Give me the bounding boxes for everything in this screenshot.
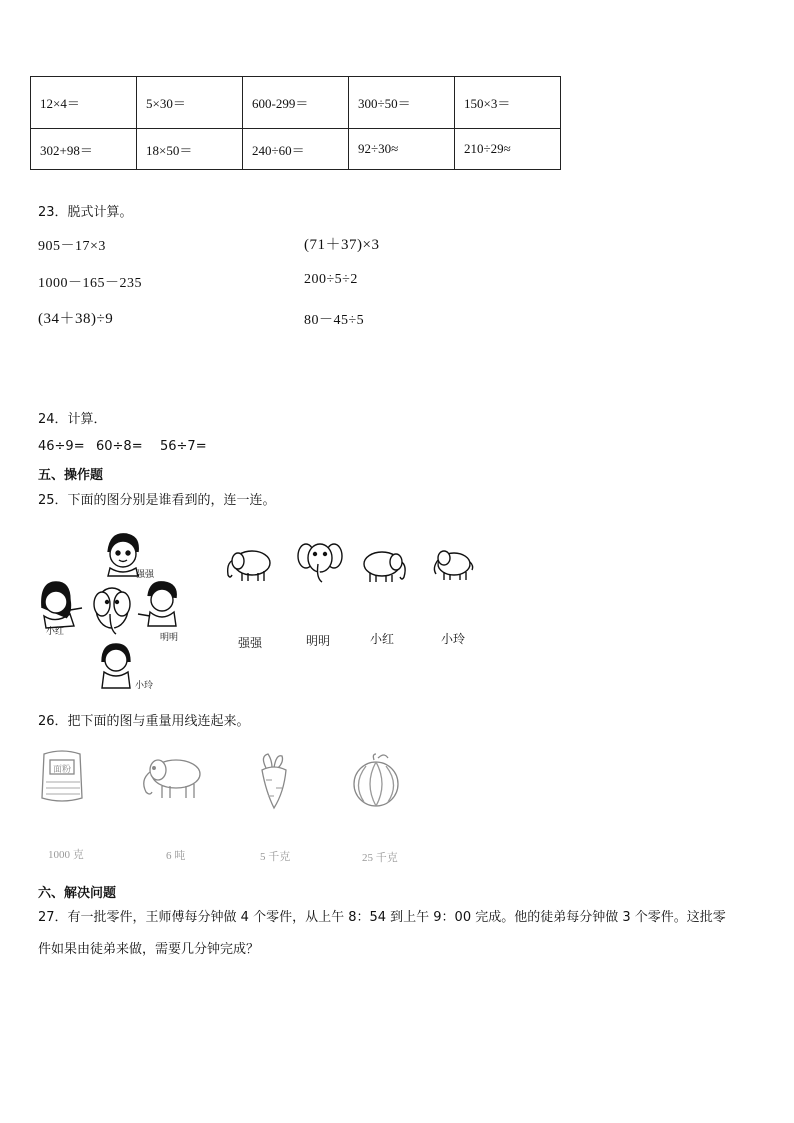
child-icon — [138, 582, 176, 626]
question-26-title: 26．把下面的图与重量用线连起来。 — [38, 714, 250, 729]
question-27-line-1: 27．有一批零件，王师傅每分钟做 4 个零件，从上午 8：54 到上午 9：00 完成。他的徒弟每分钟做 3 个零件。这批零 — [38, 910, 726, 925]
children-viewing-elephant-figure — [40, 530, 200, 695]
watermelon-icon — [350, 752, 402, 808]
weight-label: 6 吨 — [166, 850, 186, 862]
child-icon — [102, 644, 130, 688]
elephant-back-view — [430, 546, 476, 584]
table-cell: 302+98＝ — [31, 129, 137, 170]
elephant-side-view-right — [360, 547, 410, 585]
calculation-table — [30, 76, 561, 170]
elephant-icon — [360, 547, 410, 585]
question-25-title: 25．下面的图分别是谁看到的，连一连。 — [38, 493, 276, 508]
table-cell: 300÷50＝ — [349, 77, 455, 129]
section-5-title: 五、操作题 — [38, 468, 104, 483]
elephant-front-view — [298, 540, 342, 584]
bag-text: 面粉 — [53, 765, 72, 775]
weight-label: 5 千克 — [260, 851, 291, 863]
choice-label: 小红 — [370, 632, 395, 646]
weight-label: 25 千克 — [362, 852, 398, 864]
calc-item: 56÷7= — [160, 439, 207, 454]
choice-label: 小玲 — [441, 632, 466, 646]
child-icon — [108, 534, 138, 576]
expression: 905－17×3 — [38, 239, 106, 254]
table-cell: 150×3＝ — [455, 77, 561, 129]
table-cell: 210÷29≈ — [455, 129, 561, 170]
flour-bag-picture — [40, 748, 84, 804]
flour-bag-icon — [40, 748, 84, 804]
table-cell: 600-299＝ — [243, 77, 349, 129]
table-cell: 18×50＝ — [137, 129, 243, 170]
table-row — [31, 129, 561, 170]
person-label: 小玲 — [135, 681, 154, 691]
table-cell: 240÷60＝ — [243, 129, 349, 170]
elephant-picture — [138, 752, 204, 802]
person-label: 强强 — [136, 570, 155, 580]
choice-label: 强强 — [238, 636, 263, 650]
child-icon — [42, 582, 82, 628]
elephant-icon — [222, 545, 274, 585]
table-cell: 5×30＝ — [137, 77, 243, 129]
expression: (71＋37)×3 — [304, 237, 380, 253]
elephant-icon — [94, 588, 130, 634]
person-label: 明明 — [160, 633, 179, 643]
elephant-icon — [430, 546, 476, 584]
elephant-icon — [298, 540, 342, 584]
section-6-title: 六、解决问题 — [38, 886, 117, 901]
children-elephant-drawing — [40, 530, 200, 695]
calc-item: 46÷9= — [38, 439, 85, 454]
calc-item: 60÷8= — [96, 439, 143, 454]
question-24-title: 24．计算． — [38, 412, 107, 427]
choice-label: 明明 — [306, 634, 331, 648]
table-row — [31, 77, 561, 129]
watermelon-picture — [350, 752, 402, 808]
expression: 200÷5÷2 — [304, 272, 358, 287]
table-cell: 12×4＝ — [31, 77, 137, 129]
carrot-picture — [254, 752, 294, 810]
expression: 1000－165－235 — [38, 276, 142, 291]
person-label: 小红 — [46, 627, 65, 637]
table-cell: 92÷30≈ — [349, 129, 455, 170]
question-27-line-2: 件如果由徒弟来做，需要几分钟完成？ — [38, 942, 260, 957]
carrot-icon — [254, 752, 294, 810]
elephant-side-view-left — [222, 545, 274, 585]
expression: (34＋38)÷9 — [38, 311, 114, 327]
question-23-title: 23．脱式计算。 — [38, 205, 133, 220]
elephant-icon — [138, 752, 204, 802]
weight-label: 1000 克 — [48, 849, 84, 861]
expression: 80－45÷5 — [304, 313, 365, 328]
